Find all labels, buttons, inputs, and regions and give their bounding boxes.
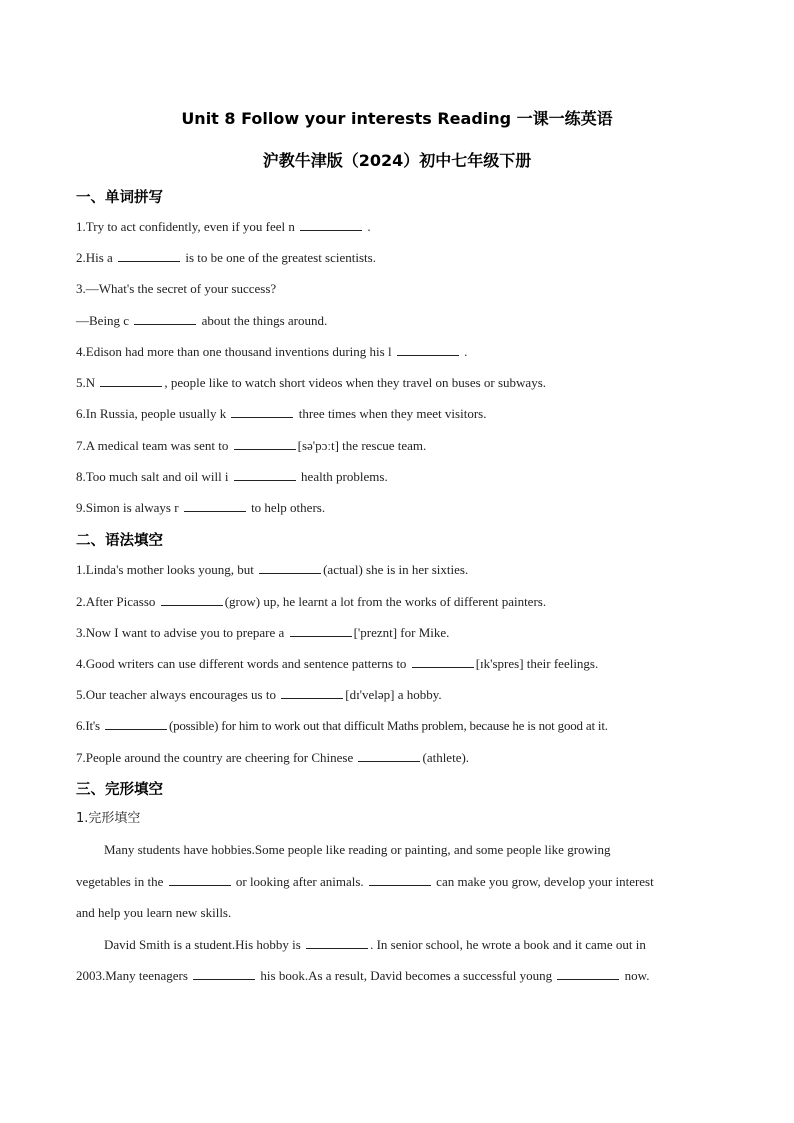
question-s1-3-answer-line: —Being c about the things around.	[76, 313, 328, 328]
answer-blank[interactable]	[290, 624, 352, 637]
answer-blank[interactable]	[193, 967, 255, 980]
answer-blank[interactable]	[234, 437, 296, 450]
document-title-line-1: Unit 8 Follow your interests Reading 一课一练英语	[181, 109, 613, 128]
question-s1-6: 6.In Russia, people usually k three times when they meet visitors.	[76, 406, 487, 421]
answer-blank[interactable]	[557, 967, 619, 980]
cloze-p1-line-1: Many students have hobbies.Some people like reading or painting, and some people like growing	[104, 842, 611, 857]
answer-blank[interactable]	[161, 593, 223, 606]
answer-blank[interactable]	[234, 468, 296, 481]
answer-blank[interactable]	[412, 655, 474, 668]
question-s1-1: 1.Try to act confidently, even if you feel n .	[76, 219, 371, 234]
question-s2-3: 3.Now I want to advise you to prepare a ['preznt] for Mike.	[76, 625, 450, 640]
answer-blank[interactable]	[397, 343, 459, 356]
cloze-subheading: 1.完形填空	[76, 811, 141, 826]
answer-blank[interactable]	[300, 218, 362, 231]
question-s1-7: 7.A medical team was sent to [sə'pɔːt] the rescue team.	[76, 438, 427, 453]
answer-blank[interactable]	[281, 686, 343, 699]
section-heading-spelling: 一、单词拼写	[76, 190, 163, 206]
question-s1-9: 9.Simon is always r to help others.	[76, 500, 326, 515]
section-heading-grammar: 二、语法填空	[76, 533, 163, 549]
document-title-line-2: 沪教牛津版（2024）初中七年级下册	[262, 151, 532, 170]
question-s2-6: 6.It's (possible) for him to work out that difficult Maths problem, because he is not good at it.	[76, 718, 608, 733]
answer-blank[interactable]	[184, 499, 246, 512]
section-heading-cloze: 三、完形填空	[76, 782, 163, 798]
question-s1-5: 5.N , people like to watch short videos when they travel on buses or subways.	[76, 375, 547, 390]
answer-blank[interactable]	[369, 873, 431, 886]
cloze-p2-line-2: 2003.Many teenagers his book.As a result, David becomes a successful young now.	[76, 968, 650, 983]
answer-blank[interactable]	[100, 374, 162, 387]
answer-blank[interactable]	[105, 717, 167, 730]
question-s1-4: 4.Edison had more than one thousand inventions during his l .	[76, 344, 468, 359]
question-s2-5: 5.Our teacher always encourages us to [dɪ'veləp] a hobby.	[76, 687, 442, 702]
answer-blank[interactable]	[169, 873, 231, 886]
answer-blank[interactable]	[358, 749, 420, 762]
answer-blank[interactable]	[134, 312, 196, 325]
question-s2-4: 4.Good writers can use different words and sentence patterns to [ɪk'spres] their feelings.	[76, 656, 599, 671]
answer-blank[interactable]	[306, 936, 368, 949]
question-s1-2: 2.His a is to be one of the greatest scientists.	[76, 250, 376, 265]
question-s2-2: 2.After Picasso (grow) up, he learnt a lot from the works of different painters.	[76, 594, 547, 609]
question-s2-7: 7.People around the country are cheering for Chinese (athlete).	[76, 750, 470, 765]
question-s1-8: 8.Too much salt and oil will i health problems.	[76, 469, 388, 484]
answer-blank[interactable]	[118, 249, 180, 262]
question-s1-3: 3.—What's the secret of your success?	[76, 281, 277, 296]
answer-blank[interactable]	[231, 405, 293, 418]
cloze-p1-line-2: vegetables in the or looking after animals. can make you grow, develop your interest	[76, 874, 654, 889]
question-s2-1: 1.Linda's mother looks young, but (actual) she is in her sixties.	[76, 562, 469, 577]
answer-blank[interactable]	[259, 561, 321, 574]
cloze-p2-line-1: David Smith is a student.His hobby is . In senior school, he wrote a book and it came out in	[104, 937, 646, 952]
cloze-p1-line-3: and help you learn new skills.	[76, 905, 232, 920]
